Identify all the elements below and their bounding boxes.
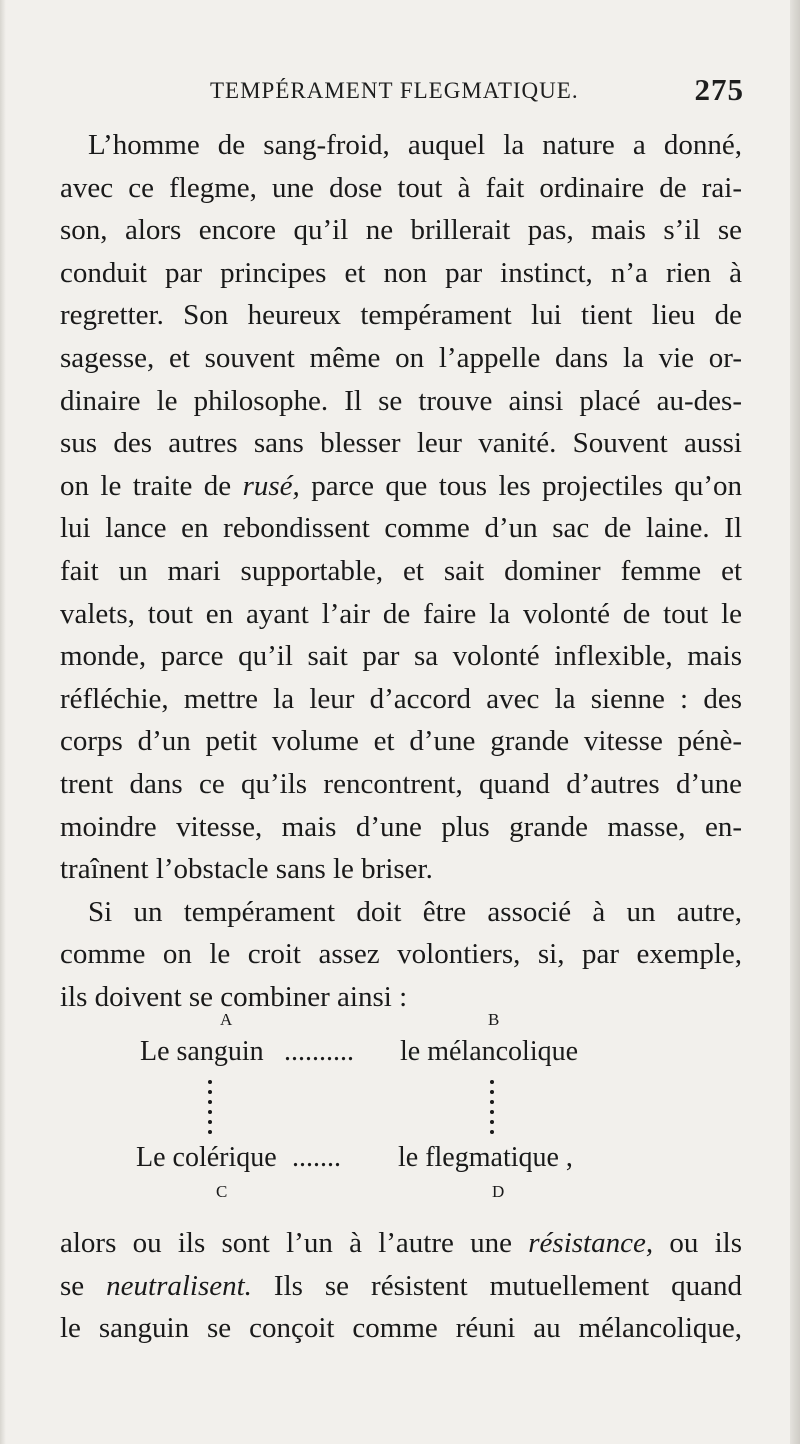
- page-right-edge: [790, 0, 800, 1444]
- dot: [208, 1080, 212, 1084]
- dotted-connector-top: ..........: [284, 1036, 354, 1067]
- label-sanguin: Le sanguin: [140, 1036, 264, 1067]
- text-span: alors ou ils sont l’un à l’autre une: [60, 1227, 529, 1259]
- diagram-letter-c: C: [216, 1182, 228, 1201]
- text-span: on le traite de: [60, 469, 243, 502]
- dot: [208, 1100, 212, 1104]
- dot: [208, 1130, 212, 1134]
- text-line: comme on le croit assez volontiers, si, par exemple,: [60, 938, 742, 971]
- text-line: corps d’un petit volume et d’une grande vitesse pénè-: [60, 725, 742, 758]
- diagram-letter-a: A: [220, 1010, 233, 1029]
- page-number: 275: [694, 72, 744, 107]
- dot: [490, 1110, 494, 1114]
- text-line: sagesse, et souvent même on l’appelle dans la vie or-: [60, 341, 742, 374]
- dotted-connector-bottom: .......: [292, 1142, 341, 1173]
- text-line: valets, tout en ayant l’air de faire la volonté de tout le: [60, 597, 742, 630]
- text-span: Ils se résistent mutuellement quand: [251, 1269, 742, 1302]
- text-line: [60, 465, 742, 508]
- text-line: traînent l’obstacle sans le briser.: [60, 853, 433, 886]
- text-line: le sanguin se conçoit comme réuni au mélancolique,: [60, 1312, 742, 1345]
- running-head: TEMPÉRAMENT FLEGMATIQUE.: [210, 78, 579, 103]
- dot: [208, 1110, 212, 1114]
- text-line: regretter. Son heureux tempérament lui tient lieu de: [60, 299, 742, 332]
- dotted-connector-left: [208, 1080, 212, 1144]
- dot: [490, 1090, 494, 1094]
- text-line: réfléchie, mettre la leur d’accord avec la sienne : des: [60, 682, 742, 715]
- text-line: conduit par principes et non par instinct, n’a rien à: [60, 256, 742, 289]
- paragraph-2-continuation: [60, 1222, 742, 1350]
- text-line: [60, 1265, 742, 1308]
- dot: [208, 1120, 212, 1124]
- dotted-connector-right: [490, 1080, 494, 1144]
- label-melancolique: le mélancolique: [400, 1036, 579, 1067]
- text-line: moindre vitesse, mais d’une plus grande masse, en-: [60, 810, 742, 843]
- page-left-edge: [0, 0, 6, 1444]
- text-line: lui lance en rebondissent comme d’un sac de laine. Il: [60, 512, 742, 545]
- paragraph-1: [60, 124, 742, 1018]
- text-line: ils doivent se combiner ainsi :: [60, 980, 408, 1013]
- dot: [490, 1080, 494, 1084]
- text-span: ou ils: [653, 1227, 742, 1259]
- text-line: avec ce flegme, une dose tout à fait ordinaire de rai-: [60, 171, 742, 204]
- text-line: Si un tempérament doit être associé à un autre,: [88, 895, 742, 928]
- text-line: L’homme de sang-froid, auquel la nature a donné,: [88, 129, 742, 161]
- diagram-letter-b: B: [488, 1010, 500, 1029]
- text-line: sus des autres sans blesser leur vanité. Souvent aussi: [60, 427, 742, 460]
- italic-word: rusé,: [242, 469, 300, 502]
- italic-word: neutralisent.: [106, 1269, 252, 1302]
- dot: [208, 1090, 212, 1094]
- dot: [490, 1120, 494, 1124]
- text-line: [60, 1222, 742, 1265]
- label-flegmatique: le flegmatique ,: [398, 1142, 573, 1173]
- text-line: fait un mari supportable, et sait dominer femme et: [60, 554, 742, 587]
- italic-word: résistance,: [528, 1227, 654, 1259]
- text-line: trent dans ce qu’ils rencontrent, quand d’autres d’une: [60, 767, 742, 800]
- label-colerique: Le colérique: [136, 1142, 277, 1173]
- text-span: parce que tous les projectiles qu’on: [299, 469, 743, 502]
- page-header: [64, 72, 744, 112]
- temperament-diagram: [60, 1010, 742, 1200]
- dot: [490, 1100, 494, 1104]
- text-line: dinaire le philosophe. Il se trouve ainsi placé au-des-: [60, 384, 742, 417]
- text-line: monde, parce qu’il sait par sa volonté inflexible, mais: [60, 640, 742, 673]
- text-line: son, alors encore qu’il ne brillerait pas, mais s’il se: [60, 214, 742, 247]
- text-span: se: [60, 1269, 107, 1302]
- dot: [490, 1130, 494, 1134]
- diagram-letter-d: D: [492, 1182, 505, 1201]
